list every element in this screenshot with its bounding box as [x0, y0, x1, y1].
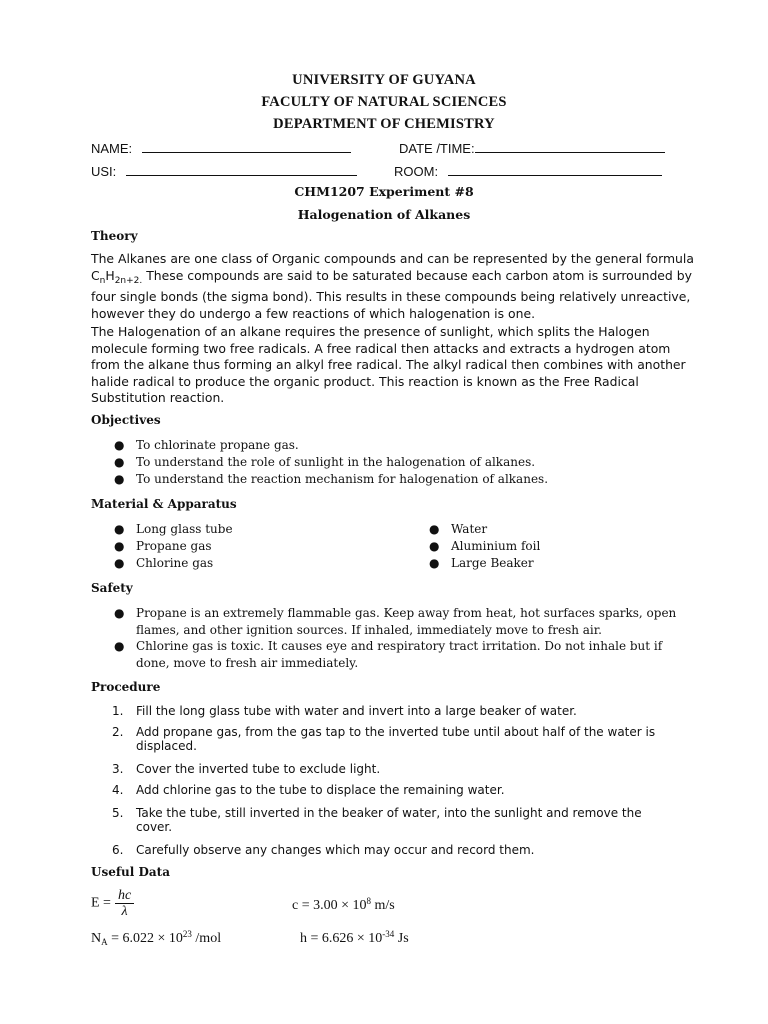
theory-paragraph-2: [91, 324, 686, 407]
date-time-label: DATE /TIME:: [399, 141, 475, 156]
date-time-field[interactable]: [399, 139, 665, 156]
avogadro-constant: $N_A = 6.022 \times 10^{23}$ /mol: [91, 929, 222, 947]
list-item: 2. Add propane gas, from the gas tap to the inverted tube until about half of the water is displaced.: [112, 725, 656, 753]
speed-of-light: $c = 3.00 \times 10^8$ m/s: [292, 896, 395, 913]
list-item: 3. Cover the inverted tube to exclude light.: [112, 762, 381, 776]
bullet-icon: ●: [114, 606, 125, 620]
formula-c: C: [91, 267, 100, 283]
formula-n: n: [99, 275, 106, 286]
energy-numerator: hc: [115, 888, 134, 904]
energy-denominator: λ: [121, 904, 128, 919]
name-blank[interactable]: [142, 139, 351, 153]
theory-p2-line3: from the alkane thus forming an alkyl free radical. The alkyl radical then combines with another: [91, 357, 686, 372]
objectives-heading: Objectives: [91, 413, 161, 427]
date-time-blank[interactable]: [475, 139, 665, 153]
bullet-icon: ●: [429, 522, 440, 536]
theory-paragraph-1: [91, 251, 694, 322]
list-item: ● To chlorinate propane gas.: [114, 438, 299, 452]
theory-p2-line4: halide radical to produce the organic product. This reaction is known as the Free Radical: [91, 373, 639, 389]
bullet-icon: ●: [114, 639, 125, 653]
name-field[interactable]: [91, 139, 351, 156]
bullet-icon: ●: [114, 522, 125, 536]
experiment-title: Halogenation of Alkanes: [297, 207, 471, 222]
theory-p2-line1: The Halogenation of an alkane requires the presence of sunlight, which splits the Halogen: [91, 324, 650, 339]
energy-lhs: E =: [91, 895, 111, 911]
bullet-icon: ●: [429, 539, 440, 553]
list-item: 4. Add chlorine gas to the tube to displace the remaining water.: [112, 783, 505, 797]
usi-field[interactable]: [91, 162, 357, 179]
university-title: UNIVERSITY OF GUYANA: [292, 72, 476, 88]
list-item: 5. Take the tube, still inverted in the beaker of water, into the sunlight and remove the cover.: [112, 806, 642, 834]
usi-label: USI:: [91, 164, 117, 179]
planck-constant: $h = 6.626 \times 10^{-34}$ Js: [300, 929, 409, 946]
formula-sub: 2n+2.: [114, 275, 143, 286]
theory-p1-line2-rest: These compounds are said to be saturated because each carbon atom is surrounded by: [142, 267, 692, 283]
name-label: NAME:: [91, 141, 133, 156]
safety-heading: Safety: [91, 581, 133, 595]
bullet-icon: ●: [114, 455, 125, 469]
bullet-icon: ●: [114, 556, 125, 570]
objectives-list: [114, 437, 548, 488]
list-item: ● Large Beaker: [429, 556, 534, 570]
formula-h: H: [105, 267, 115, 283]
theory-p2-line5: Substitution reaction.: [91, 390, 225, 405]
materials-list-right: [429, 521, 540, 572]
room-blank[interactable]: [448, 162, 662, 176]
bullet-icon: ●: [114, 438, 125, 452]
list-item: ● Propane is an extremely flammable gas. Keep away from heat, hot surfaces sparks, open flames, and other ignition sources. If inhaled, immediately move to fresh air.: [114, 606, 677, 637]
list-item: ● To understand the reaction mechanism for halogenation of alkanes.: [114, 472, 549, 486]
theory-p2-line2: molecule forming two free radicals. A free radical then attacks and extracts a hydrogen atom: [91, 340, 671, 356]
usi-blank[interactable]: [126, 162, 357, 176]
bullet-icon: ●: [114, 472, 125, 486]
department-title: DEPARTMENT OF CHEMISTRY: [273, 116, 495, 132]
list-item: 1. Fill the long glass tube with water and invert into a large beaker of water.: [112, 704, 577, 718]
energy-fraction: [115, 888, 134, 919]
bullet-icon: ●: [114, 539, 125, 553]
theory-p1-line4: however they do undergo a few reactions of which halogenation is one.: [91, 305, 536, 321]
experiment-code: CHM1207 Experiment #8: [294, 184, 474, 199]
list-item: ● Chlorine gas is toxic. It causes eye and respiratory tract irritation. Do not inhale but if done, move to fresh air immediately.: [114, 639, 663, 670]
theory-p1-line2: [91, 267, 692, 290]
procedure-heading: Procedure: [91, 680, 161, 694]
list-item: ● Aluminium foil: [429, 539, 541, 553]
safety-list: [114, 605, 676, 671]
room-label: ROOM:: [394, 164, 439, 179]
materials-heading: Material & Apparatus: [91, 497, 237, 511]
faculty-title: FACULTY OF NATURAL SCIENCES: [261, 94, 507, 110]
energy-equation: [91, 888, 134, 919]
list-item: ● To understand the role of sunlight in the halogenation of alkanes.: [114, 455, 536, 469]
theory-p1-line1: The Alkanes are one class of Organic compounds and can be represented by the general formula: [91, 251, 694, 266]
list-item: ● Water: [429, 522, 488, 536]
theory-heading: Theory: [91, 229, 138, 243]
theory-p1-line3: four single bonds (the sigma bond). This results in these compounds being relatively unreactive,: [91, 289, 691, 304]
useful-data-heading: Useful Data: [91, 865, 170, 879]
list-item: ● Propane gas: [114, 539, 212, 553]
room-field[interactable]: [394, 162, 662, 179]
list-item: ● Long glass tube: [114, 522, 233, 536]
list-item: 6. Carefully observe any changes which may occur and record them.: [112, 843, 535, 857]
procedure-list: [112, 704, 655, 864]
list-item: ● Chlorine gas: [114, 556, 214, 570]
bullet-icon: ●: [429, 556, 440, 570]
materials-list-left: [114, 521, 233, 572]
